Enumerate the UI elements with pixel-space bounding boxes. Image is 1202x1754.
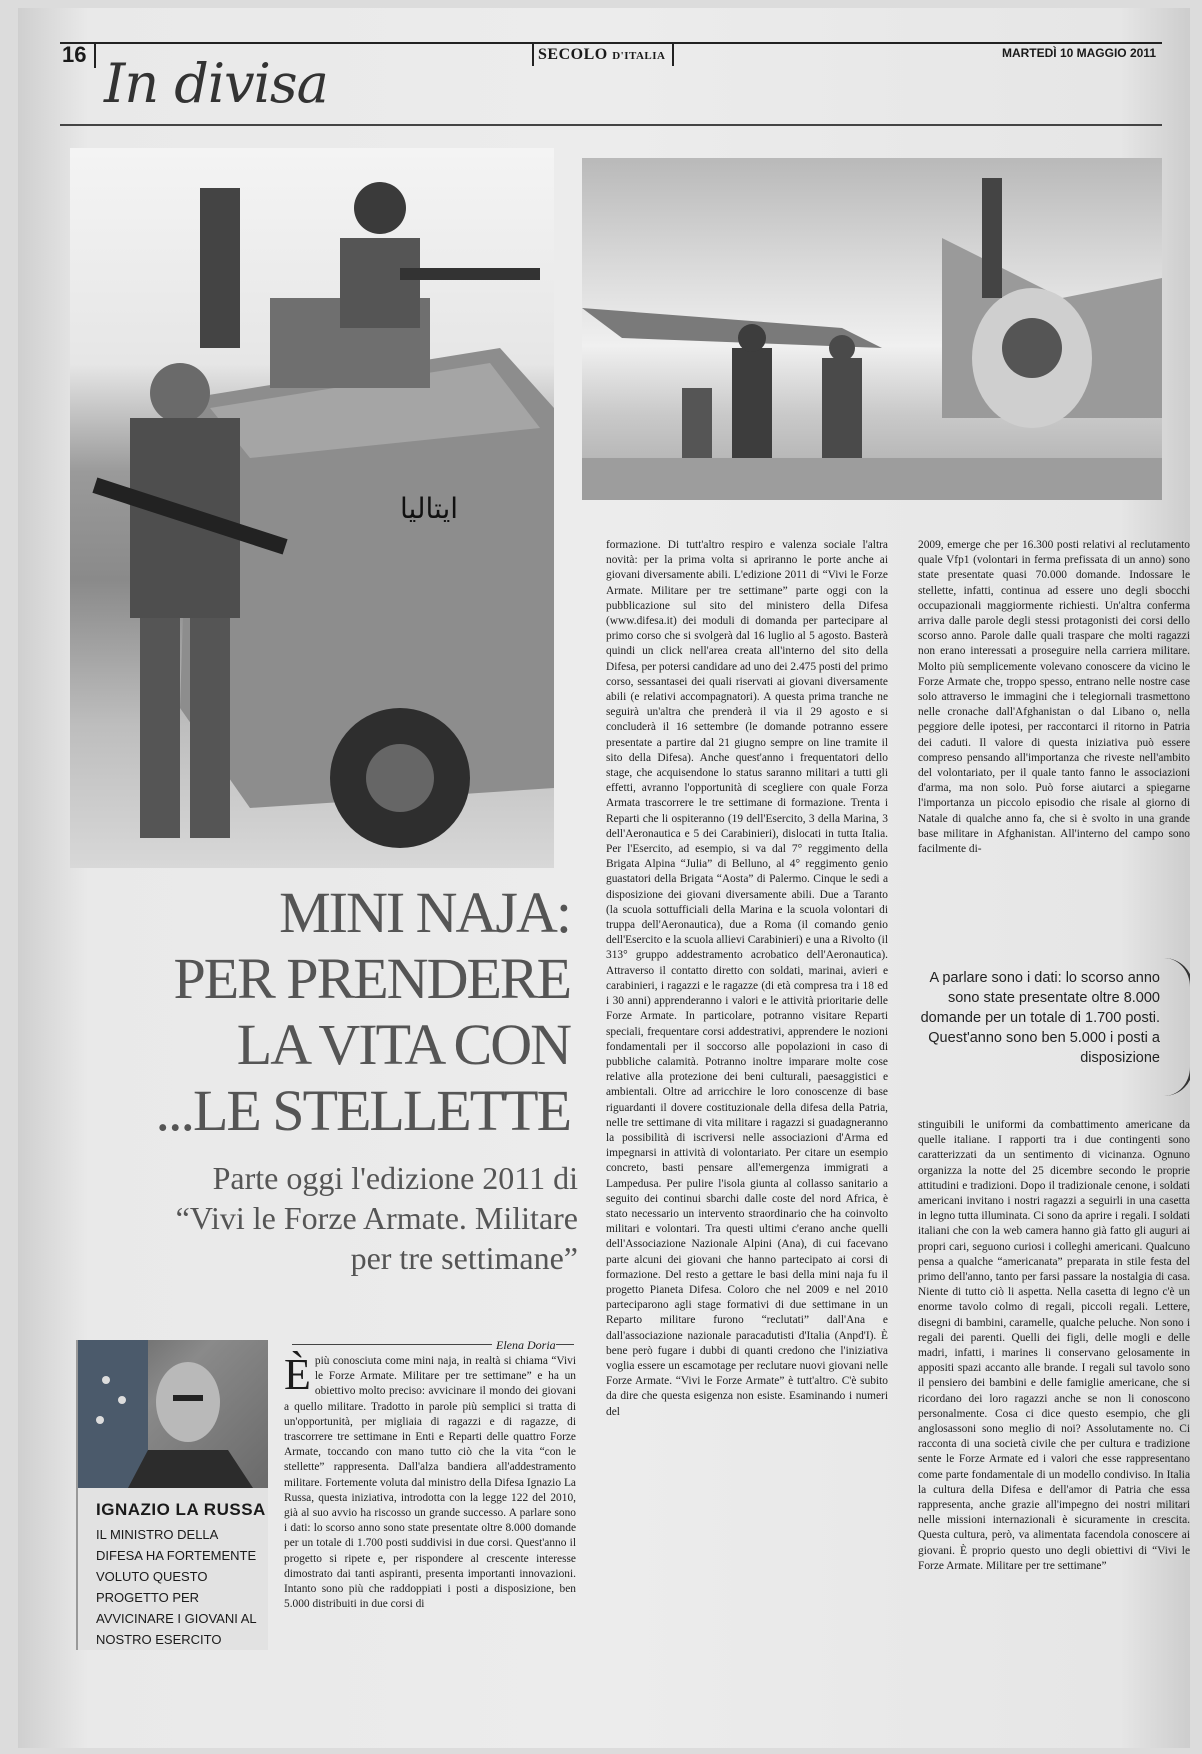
portrait-name: IGNAZIO LA RUSSA (96, 1500, 266, 1519)
article-column-3 (918, 538, 1190, 857)
newspaper-page (18, 8, 1190, 1748)
article-text-3: 2009, emerge che per 16.300 posti relativi al reclutamento quale Vfp1 (volontari in ferma prefissata di un anno) sono state presentate quasi 70.000 domande. Indossare le stellette, infatti, continua ad essere uno degli sbocchi occupazionali maggiormente richiesti. Un'altra conferma arriva dalle parole degli stessi protagonisti dei corsi dello scorso anno. Parole dalle quali traspare che molti ragazzi non erano interessati a proseguire nella carriera militare. Molto più semplicemente volevano conoscere da vicino le Forze Armate che, troppo spesso, entrano nelle nostre case solo attraverso le immagini che i telegiornali trasmettono nelle cronache dall'Afghanistan o dal Libano o, nella peggiore delle ipotesi, per raccontarci il ritorno in Patria dei caduti. Il valore di questa iniziativa può essere compreso pensando all'importanza che riveste nell'ambito del volontariato, per il quale tanto fanno le associazioni d'arma, ma non solo. Può forse aiutarci a spiegarne l'importanza un piccolo episodio che risale al giorno di Natale di qualche anno fa, che si è svolto in una grande base militare in Afghanistan. All'interno del campo sono facilmente di- (918, 539, 1190, 856)
headline-line-4: ...LE STELLETTE (155, 1078, 570, 1143)
dropcap: È (284, 1350, 311, 1399)
portrait-photo (78, 1340, 268, 1488)
aircraft-illustration (582, 158, 1162, 500)
article-column-1 (284, 1350, 576, 1612)
headline-line-3: LA VITA CON (236, 1012, 570, 1077)
article-column-2 (606, 538, 888, 1420)
aircraft-photo (582, 158, 1162, 500)
portrait-box (76, 1340, 268, 1650)
soldier-vehicle-illustration (70, 148, 554, 868)
paper-suffix: D'ITALIA (612, 50, 666, 62)
article-text-1: più conosciuta come mini naja, in realtà si chiama “Vivi le Forze Armate. Militare per tre settimane” e ha un obiettivo molto preciso: avvicinare il mondo dei giovani a quello militare. Tradotto in parole più semplici si tratta di un'opportunità, per migliaia di ragazzi e di ragazze, di trascorrere tre settimane in Enti e Reparti delle quattro Forze Armate, toccando con mano tutto ciò che la vita “con le stellette” rappresenta. Dall'alza bandiera all'addestramento militare. Fortemente voluta dal ministro della Difesa Ignazio La Russa, questa iniziativa, introdotta con la legge 122 del 2010, già al suo avvio ha riscosso un grande successo. A parlare sono i dati: lo scorso anno sono state presentate oltre 8.000 domande per un totale di 1.700 posti suddivisi in due corsi. Quest'anno il progetto si ripete e, per rispondere al crescente interesse dimostrato dai tanti aspiranti, presenta importanti innovazioni. Intanto sono più che raddoppiati i posti a disposizione, ben 5.000 distribuiti in due corsi di (284, 1355, 576, 1611)
section-title: In divisa (104, 52, 328, 115)
article-text-2: formazione. Di tutt'altro respiro e valenza sociale l'altra novità: per la prima volta si apriranno le porte anche ai giovani diversamente abili. L'edizione 2011 di “Vivi le Forze Armate. Militare per tre settimane” parte oggi con la pubblicazione sul sito del ministero della Difesa (www.difesa.it) dei moduli di domanda per partecipare al primo corso che si svolgerà dal 16 luglio al 5 agosto. Basterà quindi un click nell'area creata all'interno del sito della Difesa, per potersi candidare ad uno dei 2.475 posti del primo corso, sessantasei dei quali riservati ai giovani diversamente abili (e relativi accompagnatori). A questa prima tranche ne seguirà un'altra che prenderà il via il 29 agosto e si concluderà il 16 settembre (le domande potranno essere presentate a partire dal 21 giugno sempre on line tramite il sito della Difesa). Anche quest'anno i frequentatori dello stage, che acquisendone lo status saranno militari a tutti gli effetti, avranno l'opportunità di scegliere con quale Forza Armata trascorrere le tre settimane di formazione. Trenta i Reparti che li ospiteranno (19 dell'Esercito, 3 della Marina, 3 dell'Aeronautica e 5 dei Carabinieri), dislocati in tutta Italia. Per l'Esercito, ad esempio, si va dal 7° reggimento della Brigata Alpina “Julia” di Belluno, al 4° reggimento genio guastatori della Brigata “Aosta” di Palermo. Cinque le sedi a disposizione dei giovani diversamente abili. Due a Taranto (la scuola sottufficiali della Marina e la scuola volontari di truppa dell'Aeronautica), due a Roma (il comando genio dell'Esercito e la scuola allievi Carabinieri) e una a Rivolto (il 313° gruppo addestramento acrobatico dell'Aeronautica). Attraverso il contatto diretto con soldati, marinai, avieri e carabinieri, i ragazzi e le ragazze (di età compresa tra i 18 ed i 30 anni) apprenderanno i valori e le attività prioritarie delle Forze Armate. In particolare, potranno visitare Reparti speciali, frequentare corsi addestrativi, apprendere le nozioni fondamentali per il soccorso alle popolazioni in caso di pubbliche calamità. Potranno inoltre imparare molte cose relative alla protezione dei beni culturali, paesaggistici e ambientali. Oltre ad arricchire le loro conoscenze di base riguardanti il dovere costituzionale della difesa della Patria, nelle tre settimane di vita militare i ragazzi si guadagneranno la possibilità di iscriversi nelle associazioni d'Arma ed impegnarsi in attività di volontariato. Per citare un esempio concreto, basti pensare all'emergenza immigrati a Lampedusa. Per pulire l'isola giunta al collasso sanitario a seguito dei continui sbarchi dalle coste del nord Africa, è stato necessario un intervento straordinario che ha coinvolto militari e volontari. Tra questi ultimi c'erano anche quelli dell'Associazione Nazionale Alpini (Ana), di cui facevano parte alcuni dei giovani che hanno partecipato ai corsi di formazione. Del resto a gettare le basi della mini naja fu il progetto Pianeta Difesa. Coloro che nel 2009 e nel 2010 parteciparono agli stage formativi di due settimane in un Reparto militare furono “reclutati” dall'Ana e dall'associazione nazionale paracadutisti d'Italia (Anpd'I). È bene però fugare i dubbi di quanti credono che l'iniziativa voglia essere un escamotage per reclutare nuovi giovani nelle Forze Armate. “Vivi le Forze Armate” è tutt'altro. C'è subito da dire che questa esigenza non esiste. Esaminando i numeri del (606, 539, 888, 1418)
paper-name: SECOLO (538, 46, 608, 63)
subheadline: Parte oggi l'edizione 2011 di “Vivi le Forze Armate. Militare per tre settimane” (175, 1160, 578, 1276)
page-number: 16 (62, 42, 96, 68)
soldier-vehicle-photo (70, 148, 554, 868)
issue-date: MARTEDÌ 10 MAGGIO 2011 (1001, 46, 1156, 60)
portrait-caption: IL MINISTRO DELLA DIFESA HA FORTEMENTE VOLUTO QUESTO PROGETTO PER AVVICINARE I GIOVANI AL NOSTRO ESERCITO (96, 1527, 257, 1647)
article-text-4: stinguibili le uniformi da combattimento americane da quelle italiane. I rapporti tra i due contingenti sono caratterizzati da un sentimento di vicinanza. Ognuno organizza la notte del 25 dicembre secondo le proprie attitudini e tradizioni. Dopo il tradizionale cenone, i soldati americani invitano i nostri ragazzi a seguirli in una casetta in legno tutta illuminata. Ci sono da aprire i regali. I soldati italiani che con la web camera hanno già fatto gli auguri ai propri cari, seguono curiosi i colleghi americani. Qualcuno pensa a qualche “americanata” preparata in stile festa del primo dell'anno, tanto per farsi passare la nostalgia di casa. Niente di tutto ciò li aspetta. Nella casetta di legno c'è un enorme tavolo colmo di regali, piccoli regali. Lettere, disegni di bambini, caramelle, qualche peluche. Non sono i regali dei parenti. Quelli dei figli, delle mogli e delle madri, infatti, i marines li conservano gelosamente in appositi spazi accanto alle brande. I regali sul tavolo sono il pensiero dei bambini e delle famiglie americane, che si ricordano dei loro ragazzi anche se non li conoscono personalmente. Cosa ci dice questo esempio, che gli anglosassoni sono meglio di noi? Assolutamente no. Ci racconta di una società civile che per cultura e tradizione sente le Forze Armate ed i valori che esse rappresentano come parte fondamentale di un modello condiviso. In Italia la cultura della Difesa e dell'amor di Patria che essa rappresenta, anche grazie all'impegno dei nostri militari nelle missioni internazionali è sicuramente in crescita. Questa cultura, però, va alimentata facendola conoscere ai giovani. È proprio questo uno degli obiettivi di “Vivi le Forze Armate. Militare per tre settimane” (918, 1119, 1190, 1572)
pull-quote-brace (1164, 958, 1190, 1096)
headline-line-1: MINI NAJA: (279, 880, 570, 945)
headline (70, 880, 570, 1144)
pull-quote: A parlare sono i dati: lo scorso anno sono state presentate oltre 8.000 domande per un totale di 1.700 posti. Quest'anno sono ben 5.000 i posti a disposizione (920, 970, 1160, 1066)
article-column-4 (918, 1118, 1190, 1574)
portrait-illustration (78, 1340, 268, 1488)
vehicle-text: ايتاليا (400, 492, 459, 525)
header-rule (60, 42, 1162, 44)
byline: Elena Doria (492, 1338, 556, 1353)
headline-line-2: PER PRENDERE (173, 946, 570, 1011)
header-bottom-rule (60, 124, 1162, 126)
newspaper-name (538, 46, 666, 64)
